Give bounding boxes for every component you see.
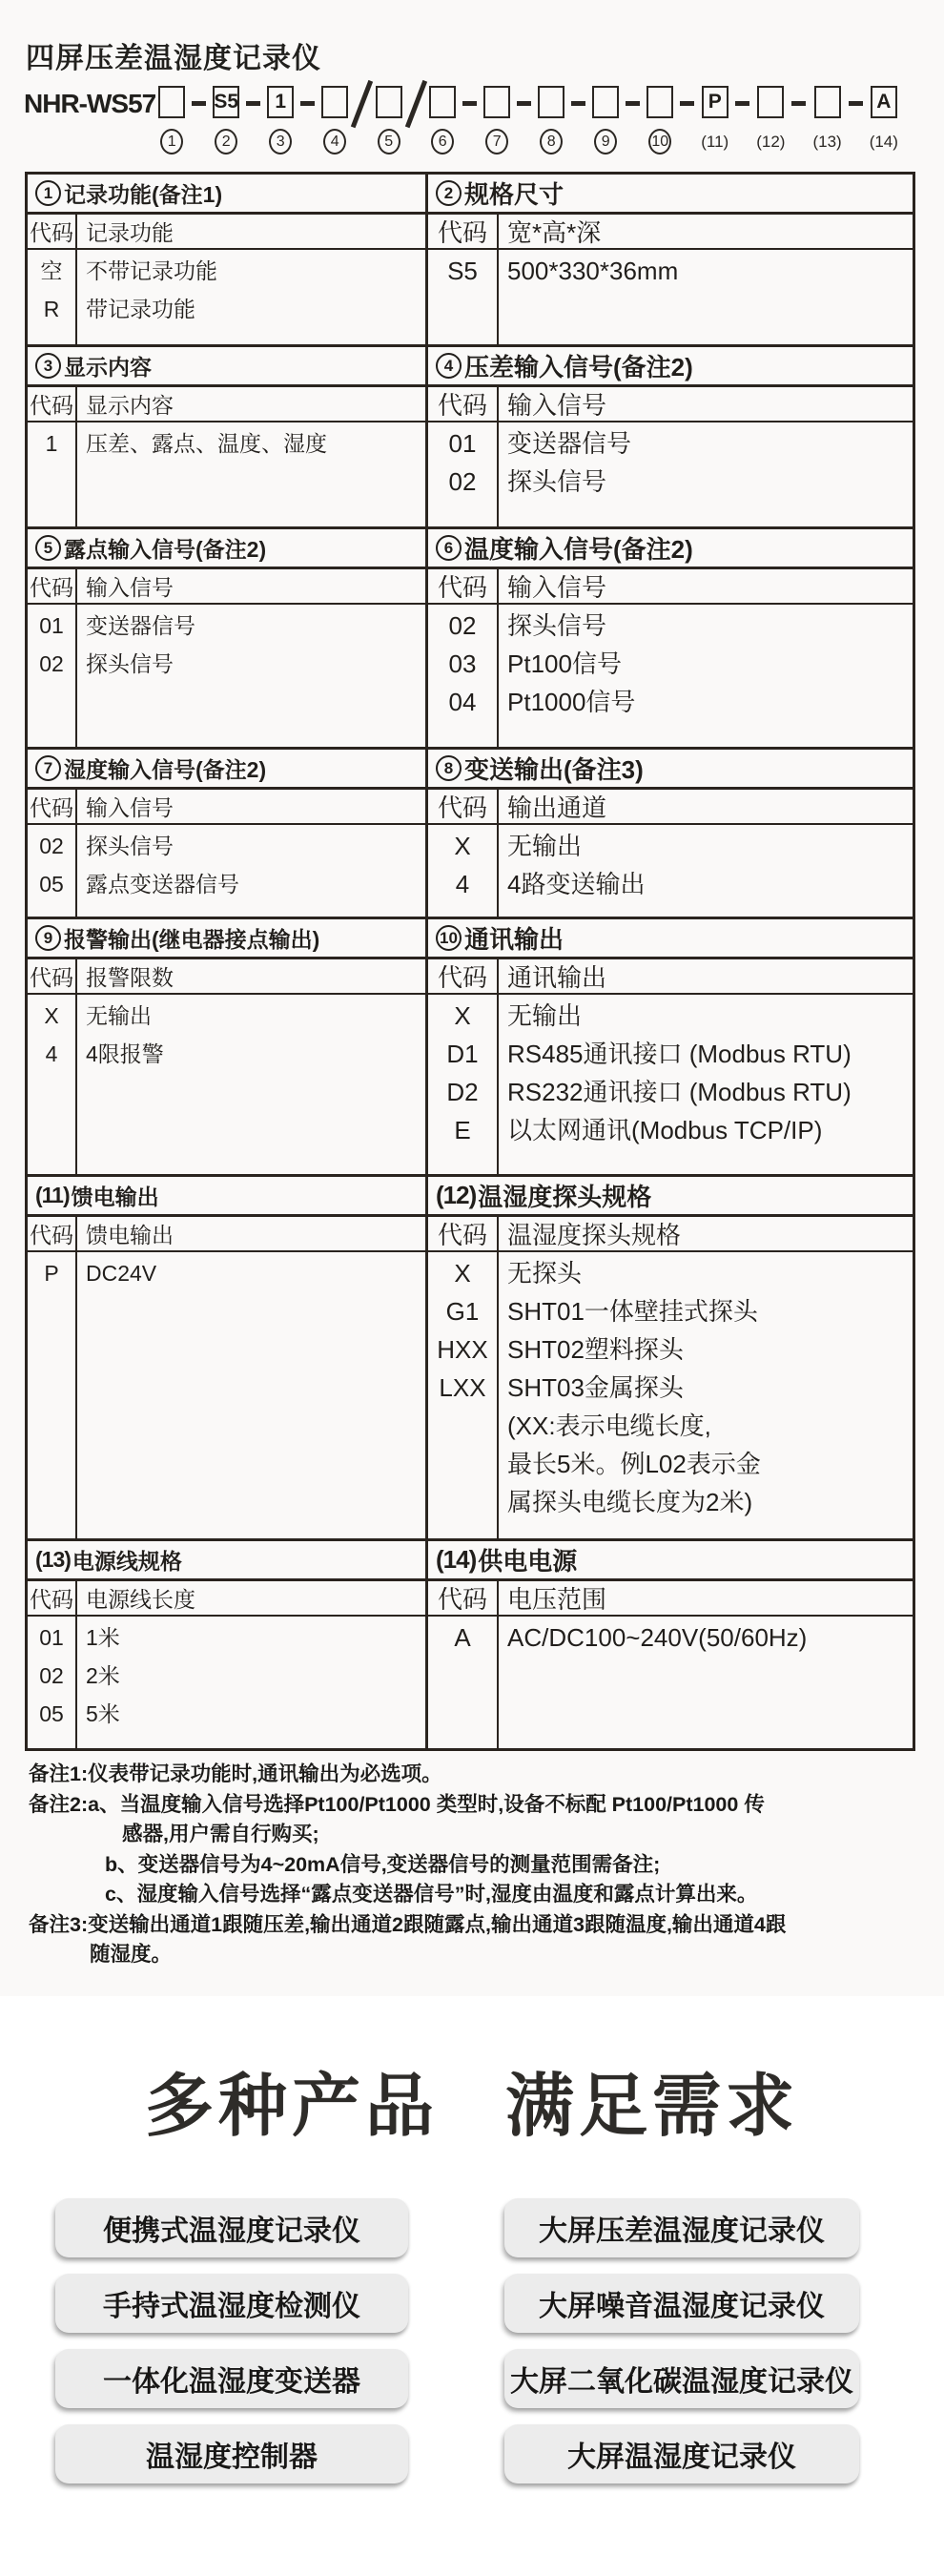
desc-column-header: 输入信号 [507,391,607,420]
section-number-icon: 1 [35,180,61,206]
desc-column-header: 输入信号 [86,795,174,820]
code-value: D1 [446,1040,479,1068]
code-column-header: 代码 [28,790,77,823]
section-title-8 [428,750,913,790]
spec-table-row-2 [28,344,913,526]
model-segment-7 [483,86,510,155]
separator-dash-icon [462,101,477,106]
code-value: X [454,1001,471,1030]
section-title-text: 露点输入信号(备注2) [64,537,267,562]
model-segment-5 [376,86,402,155]
desc-value: 属探头电缆长度为2米) [507,1488,753,1516]
section-title-1 [28,175,425,215]
section-number-icon: 9 [35,925,61,951]
model-code-box-7 [483,86,510,118]
code-value: 05 [39,872,64,896]
model-code-segments [158,86,898,155]
code-cells [28,250,77,344]
section-title-13 [28,1541,425,1581]
model-segment-14 [870,86,898,155]
model-segment-2 [213,86,239,155]
desc-value: 500*330*36mm [507,257,679,285]
model-position-label-2: 2 [215,129,237,155]
model-position-label-6: 6 [431,129,454,155]
code-column-header: 代码 [428,215,499,248]
model-code-box-5 [376,86,402,118]
section-title-text: 记录功能(备注1) [64,182,223,207]
separator-dash-icon [849,101,863,106]
code-column-header: 代码 [428,569,499,603]
code-column-header: 代码 [428,959,499,993]
model-segment-11 [701,86,729,155]
model-segment-12 [756,86,785,155]
desc-value: 带记录功能 [86,297,195,321]
product-link-right-1[interactable]: 大屏压差温湿度记录仪 [504,2198,859,2257]
separator-dash-icon [517,101,531,106]
section-body [428,1252,913,1538]
section-body [28,422,425,526]
code-column-header: 代码 [28,215,77,248]
section-header-row [428,1217,913,1252]
section-header-row [28,790,425,825]
desc-value: AC/DC100~240V(50/60Hz) [507,1623,808,1652]
product-link-right-4[interactable]: 大屏温湿度记录仪 [504,2424,859,2483]
note-line-1: 备注1:仪表带记录功能时,通讯输出为必选项。 [29,1762,442,1785]
section-title-11 [28,1177,425,1217]
spec-section-5 [28,529,425,747]
section-body [28,995,425,1174]
model-position-label-8: 8 [540,129,563,155]
section-title-2 [428,175,913,215]
section-body [28,1252,425,1538]
code-value: 05 [39,1701,64,1726]
section-header-row [28,215,425,250]
model-code-box-8 [538,86,564,118]
model-segment-3 [267,86,294,155]
desc-cells [499,995,913,1174]
section-title-14 [428,1541,913,1581]
section-title-text: 通讯输出 [464,925,564,954]
section-header-row [428,387,913,422]
desc-value: 压差、露点、温度、湿度 [86,431,327,456]
desc-value: 4限报警 [86,1041,164,1066]
model-code-box-9 [592,86,619,118]
code-column-header: 代码 [28,569,77,603]
model-segment-1 [158,86,185,155]
desc-value: 探头信号 [507,467,607,496]
code-value: 4 [45,1041,58,1066]
separator-dash-icon [571,101,585,106]
desc-column-header: 宽*高*深 [507,218,602,247]
model-position-label-11: (11) [701,133,729,151]
desc-column-header: 记录功能 [86,220,174,245]
code-column-header: 代码 [428,1217,499,1250]
section-title-text: 电源线规格 [72,1549,182,1574]
note-line-5: c、湿度输入信号选择“露点变送器信号”时,湿度由温度和露点计算出来。 [105,1883,758,1906]
section-header-row [28,387,425,422]
desc-value: DC24V [86,1261,157,1286]
code-column-header: 代码 [28,1217,77,1250]
code-cells [428,995,499,1174]
desc-cells [499,250,913,344]
section-title-9 [28,919,425,959]
desc-value: Pt100信号 [507,649,622,678]
code-cells [428,1252,499,1538]
section-body [28,1617,425,1748]
section-body [428,605,913,747]
model-code-box-12 [757,86,784,118]
section-title-text: 显示内容 [64,355,152,380]
code-column-header: 代码 [428,790,499,823]
code-column-header: 代码 [28,959,77,993]
code-value: 空 [40,258,63,283]
section-number-icon: 5 [35,535,61,561]
promo-heading-left: 多种产品 [144,2069,439,2145]
code-column-header: 代码 [28,387,77,421]
model-position-label-10: 10 [648,129,671,155]
code-value: X [454,1259,471,1288]
separator-dash-icon [246,101,260,106]
desc-value: 无输出 [86,1003,152,1028]
section-title-text: 变送输出(备注3) [464,755,644,784]
desc-cells [77,995,425,1174]
desc-column-header: 报警限数 [86,965,174,990]
code-cells [428,605,499,747]
spec-section-8 [425,750,913,917]
desc-cells [77,422,425,526]
code-cells [28,1252,77,1538]
section-number-icon: (13) [35,1547,71,1572]
code-value: HXX [437,1335,488,1364]
code-value: P [44,1261,59,1286]
spec-section-10 [425,919,913,1174]
model-code [24,86,898,155]
code-column-header: 代码 [428,387,499,421]
model-position-label-14: (14) [869,133,898,151]
section-body [428,825,913,917]
model-code-box-13 [814,86,841,118]
model-segment-10 [646,86,673,155]
code-cells [428,1617,499,1748]
code-value [428,1407,497,1445]
code-value: E [454,1116,471,1144]
desc-value: 5米 [86,1701,120,1726]
model-position-label-4: 4 [323,129,346,155]
product-link-right-3[interactable]: 大屏二氧化碳温湿度记录仪 [504,2349,859,2408]
separator-dash-icon [626,101,640,106]
desc-value: SHT03金属探头 [507,1373,684,1402]
section-header-row [28,959,425,995]
desc-column-header: 显示内容 [86,393,174,418]
code-value [428,1483,497,1521]
separator-slash-icon [351,80,373,128]
code-value: S5 [447,257,478,285]
code-value: X [454,832,471,860]
desc-cells [77,605,425,747]
code-value: 4 [455,870,470,898]
section-number-icon: 7 [35,755,61,781]
separator-dash-icon [680,101,694,106]
section-body [28,605,425,747]
product-link-left-3[interactable]: 一体化温湿度变送器 [55,2349,408,2408]
product-link-right-2[interactable]: 大屏噪音温湿度记录仪 [504,2274,859,2333]
model-position-label-9: 9 [594,129,617,155]
code-column-header: 代码 [28,1581,77,1615]
desc-cells [499,422,913,526]
section-header-row [28,1217,425,1252]
note-line-3: 感器,用户需自行购买; [122,1823,319,1845]
spec-table-row-4 [28,747,913,917]
model-position-label-3: 3 [269,129,292,155]
section-number-icon: 6 [436,535,462,561]
desc-cells [499,825,913,917]
section-body [428,1617,913,1748]
desc-value: 露点变送器信号 [86,872,239,896]
product-link-left-1[interactable]: 便携式温湿度记录仪 [55,2198,408,2257]
code-cells [28,825,77,917]
spec-section-3 [28,347,425,526]
section-body [28,825,425,917]
note-line-6: 备注3:变送输出通道1跟随压差,输出通道2跟随露点,输出通道3跟随温度,输出通道4跟 [29,1912,787,1936]
spec-table-row-3 [28,526,913,747]
code-value: 01 [39,1625,64,1650]
code-value: 02 [39,1663,64,1688]
desc-value: 最长5米。例L02表示金 [507,1450,761,1478]
code-value [428,1445,497,1483]
model-prefix: NHR-WS57 [24,89,156,118]
section-number-icon: (11) [35,1183,70,1207]
product-link-left-4[interactable]: 温湿度控制器 [55,2424,408,2483]
desc-value: 以太网通讯(Modbus TCP/IP) [507,1116,823,1144]
desc-value: 探头信号 [86,834,174,858]
section-number-icon: 10 [436,925,462,951]
model-position-label-1: 1 [160,129,183,155]
section-body [428,995,913,1174]
model-code-box-3: 1 [267,86,294,118]
section-header-row [428,959,913,995]
code-value: 04 [448,688,477,716]
desc-column-header: 输出通道 [507,793,607,822]
page-title: 四屏压差温湿度记录仪 [26,43,321,74]
section-title-5 [28,529,425,569]
desc-value: (XX:表示电缆长度, [507,1412,711,1440]
spec-section-11 [28,1177,425,1538]
desc-value: 探头信号 [86,651,174,676]
desc-cells [77,1617,425,1748]
desc-cells [499,1617,913,1748]
section-title-text: 供电电源 [478,1547,578,1576]
desc-value: 无探头 [507,1259,583,1288]
desc-cells [77,825,425,917]
section-title-3 [28,347,425,387]
desc-value: SHT01一体壁挂式探头 [507,1297,758,1326]
note-line-7: 随湿度。 [90,1943,173,1966]
promo-heading-right: 满足需求 [505,2069,800,2145]
desc-value: RS485通讯接口 (Modbus RTU) [507,1040,852,1068]
spec-section-9 [28,919,425,1174]
code-value: 01 [39,613,64,638]
model-position-label-5: 5 [378,129,400,155]
section-header-row [428,215,913,250]
section-number-icon: 3 [35,353,61,379]
desc-column-header: 输入信号 [86,575,174,600]
section-body [428,250,913,344]
code-cells [28,995,77,1174]
model-position-label-7: 7 [485,129,508,155]
section-title-10 [428,919,913,959]
desc-cells [499,605,913,747]
desc-value: Pt1000信号 [507,688,636,716]
model-code-box-10 [646,86,673,118]
desc-value: 无输出 [507,832,583,860]
model-code-box-2: S5 [213,86,239,118]
code-value: 02 [448,467,477,496]
desc-cells [77,1252,425,1538]
model-segment-6 [429,86,456,155]
section-header-row [428,1581,913,1617]
model-code-box-1 [158,86,185,118]
section-title-text: 馈电输出 [71,1185,159,1209]
promo-heading [0,2050,944,2150]
spec-table-row-7 [28,1538,913,1748]
desc-column-header: 馈电输出 [86,1223,174,1247]
model-position-label-13: (13) [812,133,842,151]
code-value: D2 [446,1078,479,1106]
separator-dash-icon [300,101,315,106]
code-value: X [44,1003,59,1028]
desc-column-header: 电源线长度 [86,1587,195,1612]
code-cells [28,422,77,526]
separator-slash-icon [405,80,427,128]
spec-section-12 [425,1177,913,1538]
code-column-header: 代码 [428,1581,499,1615]
desc-value: RS232通讯接口 (Modbus RTU) [507,1078,852,1106]
code-value: 1 [45,431,58,456]
desc-value: 2米 [86,1663,120,1688]
section-number-icon: (14) [436,1545,477,1574]
section-title-6 [428,529,913,569]
desc-value: 探头信号 [507,611,607,640]
code-cells [428,825,499,917]
spec-table-row-6 [28,1174,913,1538]
code-cells [28,605,77,747]
spec-section-6 [425,529,913,747]
desc-value: 4路变送输出 [507,870,646,898]
spec-section-1 [28,175,425,344]
section-title-text: 报警输出(继电器接点输出) [64,927,320,952]
spec-section-13 [28,1541,425,1748]
promo-section [0,1996,944,2576]
desc-cells [499,1252,913,1538]
code-value: 02 [448,611,477,640]
section-title-text: 规格尺寸 [464,180,564,209]
spec-table-row-1 [28,175,913,344]
spec-table-row-5 [28,917,913,1174]
section-number-icon: 8 [436,755,462,781]
section-title-text: 压差输入信号(备注2) [464,353,693,381]
section-title-text: 温度输入信号(备注2) [464,535,693,564]
section-title-12 [428,1177,913,1217]
section-header-row [428,569,913,605]
desc-column-header: 输入信号 [507,573,607,602]
product-link-left-2[interactable]: 手持式温湿度检测仪 [55,2274,408,2333]
model-segment-4 [321,86,348,155]
code-cells [428,422,499,526]
section-title-text: 湿度输入信号(备注2) [64,757,267,782]
section-title-4 [428,347,913,387]
note-line-4: b、变送器信号为4~20mA信号,变送器信号的测量范围需备注; [105,1852,661,1876]
code-value: LXX [439,1373,486,1402]
model-segment-13 [812,86,841,155]
code-cells [28,1617,77,1748]
model-code-box-14: A [871,86,897,118]
section-title-7 [28,750,425,790]
code-value: 01 [448,429,477,458]
code-value: G1 [445,1297,480,1326]
desc-column-header: 电压范围 [507,1585,607,1614]
section-number-icon: 2 [436,180,462,206]
model-segment-9 [592,86,619,155]
model-position-label-12: (12) [756,133,786,151]
desc-value: 不带记录功能 [86,258,217,283]
desc-value: 变送器信号 [507,429,632,458]
spec-section-14 [425,1541,913,1748]
code-cells [428,250,499,344]
desc-value: 变送器信号 [86,613,195,638]
model-code-box-4 [321,86,348,118]
code-value: R [43,297,60,321]
desc-value: 1米 [86,1625,120,1650]
desc-column-header: 温湿度探头规格 [507,1221,682,1249]
separator-dash-icon [791,101,806,106]
spec-section-4 [425,347,913,526]
code-value: 02 [39,834,64,858]
section-body [28,250,425,344]
separator-dash-icon [735,101,749,106]
section-body [428,422,913,526]
model-code-box-6 [429,86,456,118]
section-number-icon: 4 [436,353,462,379]
code-value: 03 [448,649,477,678]
note-line-2: 备注2:a、当温度输入信号选择Pt100/Pt1000 类型时,设备不标配 Pt100/Pt1000 传 [29,1792,765,1816]
code-value: 02 [39,651,64,676]
desc-value: 无输出 [507,1001,583,1030]
code-value: A [454,1623,471,1652]
notes [29,1760,919,1970]
desc-value: SHT02塑料探头 [507,1335,684,1364]
spec-table [25,172,915,1751]
section-header-row [428,790,913,825]
model-segment-8 [538,86,564,155]
section-header-row [28,1581,425,1617]
desc-cells [77,250,425,344]
separator-dash-icon [192,101,206,106]
section-title-text: 温湿度探头规格 [478,1183,652,1211]
section-number-icon: (12) [436,1181,477,1209]
spec-section-7 [28,750,425,917]
model-code-box-11: P [702,86,729,118]
desc-column-header: 通讯输出 [507,963,607,992]
spec-section-2 [425,175,913,344]
section-header-row [28,569,425,605]
